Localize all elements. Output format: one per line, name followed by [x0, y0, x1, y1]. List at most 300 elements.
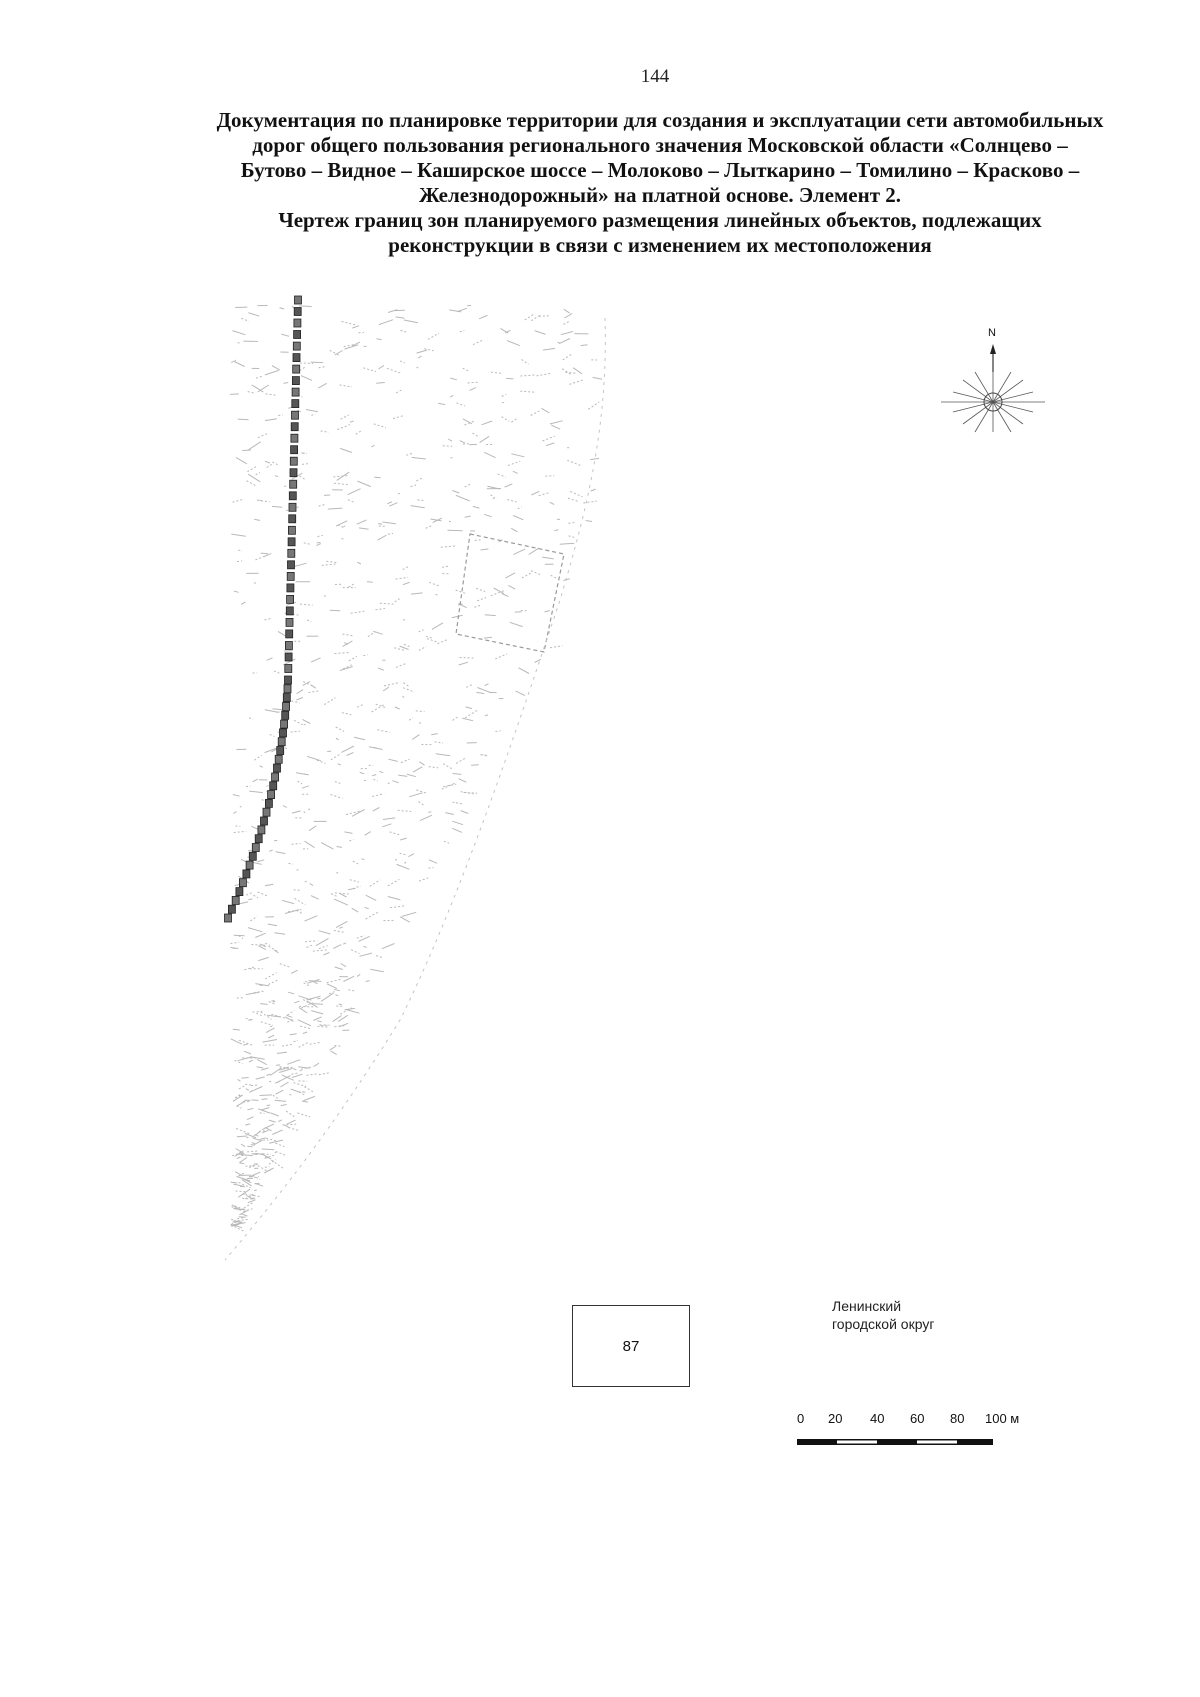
map-texture-stroke: [265, 461, 270, 463]
map-texture-stroke: [269, 1120, 276, 1122]
map-texture-stroke: [276, 852, 286, 854]
map-texture-stroke: [348, 500, 354, 502]
map-texture-stroke: [299, 306, 312, 307]
boundary-marker: [228, 905, 235, 913]
map-texture-stroke: [335, 893, 349, 894]
map-texture-stroke: [243, 1193, 251, 1198]
map-texture-stroke: [282, 1044, 293, 1046]
map-texture-stroke: [310, 884, 313, 886]
map-texture-stroke: [242, 450, 251, 451]
boundary-marker: [293, 354, 300, 362]
boundary-marker: [246, 861, 253, 869]
map-texture-stroke: [272, 365, 280, 370]
map-texture-stroke: [307, 1074, 318, 1075]
boundary-marker: [275, 755, 282, 763]
map-texture-stroke: [491, 372, 501, 373]
map-texture-stroke: [349, 839, 353, 841]
map-texture-stroke: [345, 832, 353, 834]
sheet-reference-box: [572, 1305, 690, 1387]
map-texture-stroke: [387, 368, 401, 373]
map-texture-stroke: [411, 506, 425, 508]
map-texture-stroke: [237, 561, 242, 562]
map-texture-stroke: [394, 648, 405, 651]
map-texture-stroke: [248, 1019, 252, 1020]
map-texture-stroke: [275, 1100, 286, 1101]
boundary-marker: [286, 618, 293, 626]
map-texture-stroke: [397, 864, 410, 869]
map-texture-stroke: [360, 953, 372, 956]
map-texture-stroke: [293, 1068, 297, 1070]
map-texture-stroke: [567, 460, 580, 465]
map-texture-stroke: [243, 1101, 250, 1102]
map-texture-stroke: [333, 476, 348, 477]
map-texture-stroke: [468, 382, 479, 383]
map-texture-stroke: [452, 821, 463, 825]
map-texture-stroke: [402, 912, 416, 916]
map-texture-stroke: [550, 502, 555, 504]
boundary-marker: [289, 503, 296, 511]
boundary-marker: [283, 694, 290, 702]
map-texture-stroke: [482, 421, 493, 425]
map-texture-stroke: [302, 719, 310, 723]
map-texture-stroke: [261, 1138, 267, 1139]
boundary-marker: [285, 665, 292, 673]
map-texture-stroke: [404, 320, 418, 323]
map-texture-stroke: [406, 453, 412, 455]
map-texture-stroke: [380, 603, 394, 604]
map-texture-stroke: [246, 892, 253, 895]
map-texture-stroke: [306, 410, 318, 412]
map-texture-stroke: [244, 1051, 251, 1054]
map-texture-stroke: [569, 380, 583, 385]
map-texture-stroke: [280, 308, 285, 309]
map-texture-stroke: [300, 604, 313, 605]
map-texture-stroke: [443, 446, 452, 447]
map-texture-stroke: [275, 933, 286, 935]
map-texture-stroke: [420, 815, 432, 820]
map-texture-stroke: [242, 1078, 249, 1079]
map-texture-stroke: [396, 577, 408, 579]
map-texture-stroke: [564, 309, 570, 313]
map-texture-stroke: [318, 383, 326, 388]
map-texture-stroke: [545, 611, 550, 612]
map-texture-stroke: [371, 445, 374, 447]
map-texture-stroke: [233, 331, 246, 335]
map-texture-stroke: [302, 1101, 308, 1102]
map-texture-stroke: [351, 611, 365, 613]
map-texture-stroke: [502, 417, 510, 422]
map-texture-stroke: [341, 964, 346, 967]
title-line: Бутово – Видное – Каширское шоссе – Молоково – Лыткарино – Томилино – Красково –: [240, 158, 1080, 182]
map-texture-stroke: [539, 493, 550, 496]
map-texture-stroke: [236, 1191, 246, 1192]
map-texture-stroke: [342, 713, 352, 715]
map-texture-stroke: [555, 530, 559, 531]
scale-label: 0: [797, 1411, 805, 1426]
map-texture-stroke: [321, 993, 333, 1001]
map-texture-stroke: [403, 696, 406, 698]
map-texture-stroke: [588, 402, 599, 409]
map-texture-stroke: [460, 330, 465, 331]
map-texture-stroke: [419, 878, 428, 881]
map-texture-stroke: [276, 1152, 286, 1156]
map-texture-stroke: [269, 946, 278, 951]
map-texture-stroke: [336, 872, 339, 874]
map-texture-stroke: [238, 1057, 252, 1061]
map-texture-stroke: [270, 1068, 282, 1076]
map-texture-stroke: [250, 1195, 262, 1197]
map-texture-stroke: [258, 957, 268, 960]
boundary-marker: [290, 480, 297, 488]
map-texture-stroke: [271, 1113, 279, 1116]
map-texture-stroke: [342, 321, 356, 325]
map-texture-stroke: [343, 943, 346, 944]
boundary-marker: [291, 434, 298, 442]
map-texture-stroke: [267, 658, 273, 661]
map-texture-stroke: [324, 698, 335, 705]
map-texture-stroke: [285, 748, 288, 750]
map-texture-stroke: [542, 557, 554, 559]
map-texture-stroke: [366, 912, 378, 919]
map-texture-stroke: [269, 1081, 273, 1082]
map-texture-stroke: [247, 1151, 259, 1152]
map-texture-stroke: [253, 1175, 260, 1180]
map-texture-stroke: [303, 453, 308, 454]
boundary-marker: [285, 642, 292, 650]
map-texture-stroke: [510, 622, 523, 626]
map-texture-stroke: [513, 549, 525, 555]
boundary-marker: [249, 852, 256, 860]
map-texture-stroke: [247, 1117, 253, 1120]
map-texture-stroke: [382, 824, 391, 827]
map-texture-stroke: [234, 935, 245, 936]
map-texture-stroke: [461, 811, 469, 814]
map-texture-stroke: [309, 826, 316, 831]
map-texture-stroke: [390, 832, 401, 835]
map-texture-stroke: [359, 528, 369, 529]
map-texture-stroke: [314, 1063, 319, 1066]
boundary-marker: [294, 331, 301, 339]
map-texture-stroke: [374, 424, 386, 428]
map-texture-stroke: [531, 571, 540, 575]
map-texture-stroke: [261, 1022, 273, 1026]
map-texture-stroke: [304, 812, 307, 814]
map-texture-stroke: [378, 535, 387, 540]
map-texture-stroke: [231, 1182, 238, 1183]
map-texture-stroke: [452, 491, 459, 494]
scale-label: 100 м: [985, 1411, 1020, 1426]
map-texture-stroke: [335, 995, 338, 996]
scale-label: 60: [910, 1411, 925, 1426]
boundary-marker: [268, 791, 275, 799]
map-texture-stroke: [352, 908, 358, 912]
map-texture-stroke: [374, 747, 377, 748]
map-texture-stroke: [287, 1060, 300, 1065]
map-texture-stroke: [247, 481, 257, 486]
map-texture-stroke: [565, 372, 577, 373]
boundary-marker: [272, 773, 279, 781]
map-texture-stroke: [473, 340, 483, 345]
map-texture-stroke: [432, 623, 443, 630]
map-texture-stroke: [522, 573, 532, 578]
map-texture-stroke: [268, 924, 277, 926]
map-texture-stroke: [370, 880, 380, 887]
map-texture-stroke: [304, 1087, 314, 1093]
map-texture-stroke: [284, 383, 289, 384]
map-texture-stroke: [334, 899, 348, 905]
map-texture-stroke: [296, 698, 303, 701]
map-texture-stroke: [249, 718, 253, 720]
map-texture-stroke: [265, 1167, 270, 1168]
map-texture-stroke: [352, 326, 359, 328]
map-texture-stroke: [254, 1190, 257, 1191]
district-line: Ленинский: [832, 1298, 902, 1314]
map-texture-stroke: [436, 595, 440, 596]
map-texture-stroke: [324, 952, 330, 955]
map-texture-stroke: [502, 594, 509, 597]
map-texture-stroke: [495, 654, 507, 659]
map-texture-stroke: [260, 766, 263, 768]
map-texture-stroke: [272, 1130, 282, 1135]
map-texture-stroke: [265, 371, 279, 375]
map-texture-stroke: [339, 927, 342, 928]
map-texture-stroke: [324, 596, 327, 597]
map-texture-stroke: [294, 1041, 298, 1042]
map-texture-stroke: [257, 1067, 264, 1068]
map-texture-stroke: [248, 928, 262, 932]
map-texture-stroke: [330, 1047, 336, 1051]
map-texture-stroke: [365, 907, 369, 908]
map-texture-stroke: [265, 884, 274, 886]
map-texture-stroke: [253, 1140, 263, 1145]
map-texture-stroke: [243, 1044, 248, 1045]
map-texture-stroke: [317, 542, 321, 543]
map-texture-stroke: [477, 688, 491, 693]
title-line: Железнодорожный» на платной основе. Элемент 2.: [418, 183, 902, 207]
map-texture-stroke: [291, 731, 300, 732]
map-texture-stroke: [307, 620, 311, 622]
map-texture-stroke: [247, 1090, 252, 1092]
map-texture-stroke: [265, 618, 273, 620]
map-texture-stroke: [377, 730, 389, 732]
map-texture-stroke: [519, 668, 530, 674]
map-texture-stroke: [560, 543, 575, 544]
map-texture-stroke: [305, 881, 308, 882]
map-texture-stroke: [236, 1129, 249, 1134]
map-texture-stroke: [379, 771, 383, 772]
boundary-marker: [291, 446, 298, 454]
map-texture-stroke: [401, 330, 407, 332]
map-texture-stroke: [233, 361, 244, 367]
map-texture-stroke: [407, 774, 416, 777]
map-texture-stroke: [413, 767, 422, 772]
map-texture-stroke: [541, 408, 549, 413]
map-texture-stroke: [295, 898, 306, 905]
map-texture-stroke: [253, 779, 258, 782]
map-texture-stroke: [412, 457, 426, 459]
scale-labels: [790, 1411, 1030, 1431]
map-texture-stroke: [254, 991, 266, 993]
map-texture-stroke: [252, 1100, 259, 1101]
map-texture-stroke: [357, 974, 360, 976]
boundary-marker: [294, 319, 301, 327]
map-texture-stroke: [342, 538, 346, 540]
map-texture-stroke: [465, 516, 471, 517]
map-texture-stroke: [335, 653, 349, 654]
map-texture-stroke: [502, 394, 506, 396]
map-texture-stroke: [593, 377, 603, 379]
map-texture-stroke: [372, 794, 384, 797]
map-texture-stroke: [340, 667, 353, 671]
map-texture-stroke: [319, 504, 327, 506]
map-texture-stroke: [359, 936, 370, 941]
map-texture-stroke: [452, 615, 463, 618]
map-texture-stroke: [505, 484, 513, 487]
map-texture-stroke: [245, 1166, 255, 1167]
map-texture-stroke: [408, 854, 414, 857]
map-texture-stroke: [237, 1218, 243, 1219]
map-texture-stroke: [278, 415, 283, 416]
map-texture-stroke: [289, 1128, 299, 1131]
map-texture-stroke: [333, 945, 341, 949]
map-texture-stroke: [396, 664, 406, 668]
map-texture-stroke: [268, 1035, 274, 1038]
map-texture-stroke: [319, 946, 328, 949]
page-number: 144: [640, 66, 670, 87]
boundary-marker: [295, 296, 302, 304]
map-texture-stroke: [376, 704, 387, 708]
map-texture-stroke: [383, 818, 395, 820]
map-texture-stroke: [543, 348, 555, 350]
map-texture-stroke: [294, 1001, 299, 1003]
map-texture-stroke: [249, 1060, 253, 1062]
boundary-marker: [292, 411, 299, 419]
map-texture-stroke: [237, 1136, 247, 1137]
map-texture-stroke: [302, 786, 309, 788]
map-texture-stroke: [369, 765, 374, 766]
map-texture-stroke: [248, 1200, 255, 1203]
map-texture-stroke: [395, 707, 400, 709]
map-texture-stroke: [288, 992, 294, 994]
map-texture-stroke: [238, 1079, 241, 1081]
map-texture-stroke: [344, 345, 358, 349]
map-texture-stroke: [253, 1138, 260, 1141]
map-texture-stroke: [262, 1149, 274, 1150]
map-texture-stroke: [362, 859, 365, 860]
map-texture-stroke: [484, 637, 492, 638]
map-texture-stroke: [287, 1010, 294, 1015]
map-texture-stroke: [273, 1095, 280, 1100]
map-texture-stroke: [450, 395, 453, 397]
boundary-marker: [283, 702, 290, 710]
map-texture-stroke: [460, 441, 465, 444]
map-texture-stroke: [247, 1146, 252, 1147]
map-texture-stroke: [267, 464, 272, 467]
boundary-marker: [290, 457, 297, 465]
map-texture-stroke: [419, 647, 426, 651]
map-texture-stroke: [287, 1120, 296, 1124]
map-texture-stroke: [513, 471, 518, 473]
map-texture-stroke: [568, 522, 575, 523]
map-texture-stroke: [403, 582, 410, 584]
map-texture-stroke: [281, 334, 289, 336]
map-texture-stroke: [520, 391, 535, 392]
map-texture-stroke: [466, 707, 472, 709]
map-texture-stroke: [307, 945, 312, 947]
map-texture-stroke: [393, 415, 405, 418]
map-texture-stroke: [350, 421, 354, 422]
map-texture-stroke: [357, 936, 365, 939]
map-texture-stroke: [311, 658, 321, 662]
map-texture-stroke: [502, 402, 506, 403]
map-texture-stroke: [266, 394, 277, 395]
map-texture-stroke: [300, 1026, 310, 1029]
map-texture-stroke: [231, 1219, 236, 1220]
map-texture-stroke: [294, 720, 303, 725]
map-texture-stroke: [340, 385, 352, 387]
map-texture-stroke: [561, 332, 573, 335]
map-texture-stroke: [297, 870, 300, 871]
map-texture-stroke: [313, 950, 328, 951]
boundary-marker: [290, 469, 297, 477]
map-texture-stroke: [366, 895, 377, 900]
map-texture-stroke: [263, 1154, 271, 1155]
map-texture-stroke: [376, 383, 385, 384]
map-texture: [230, 305, 602, 1231]
map-texture-stroke: [348, 888, 356, 889]
map-texture-stroke: [416, 790, 426, 793]
map-texture-stroke: [338, 764, 341, 765]
map-texture-stroke: [474, 605, 481, 607]
boundary-marker: [263, 808, 270, 816]
map-texture-stroke: [258, 892, 268, 896]
map-texture-stroke: [401, 759, 410, 762]
map-texture-stroke: [269, 1160, 276, 1165]
map-texture-stroke: [485, 715, 488, 716]
map-texture-stroke: [389, 503, 397, 507]
boundary-marker: [285, 653, 292, 661]
map-texture-stroke: [255, 933, 265, 937]
map-texture-stroke: [231, 1039, 242, 1044]
map-texture-stroke: [290, 1034, 297, 1035]
map-texture-stroke: [377, 339, 382, 340]
map-texture-stroke: [473, 506, 480, 508]
boundary-marker: [258, 826, 265, 834]
map-texture-stroke: [329, 992, 335, 994]
map-texture-stroke: [409, 718, 413, 720]
map-texture-stroke: [304, 543, 311, 544]
map-texture-stroke: [379, 365, 384, 369]
map-texture-stroke: [299, 1006, 314, 1007]
map-texture-stroke: [453, 802, 457, 803]
boundary-marker: [286, 630, 293, 638]
map-texture-stroke: [338, 1015, 348, 1021]
map-texture-stroke: [491, 495, 495, 498]
boundary-marker: [284, 685, 291, 693]
map-texture-stroke: [448, 530, 463, 531]
map-texture-stroke: [277, 1052, 287, 1053]
map-texture-stroke: [265, 1157, 269, 1158]
map-texture-stroke: [311, 1011, 323, 1014]
map-texture-stroke: [327, 979, 341, 982]
map-texture-stroke: [276, 1090, 284, 1094]
map-texture-stroke: [248, 392, 256, 394]
map-texture-stroke: [551, 575, 556, 578]
map-texture-stroke: [563, 321, 569, 324]
map-texture-stroke: [376, 608, 385, 609]
map-texture-stroke: [429, 860, 437, 864]
map-texture-stroke: [372, 705, 384, 712]
